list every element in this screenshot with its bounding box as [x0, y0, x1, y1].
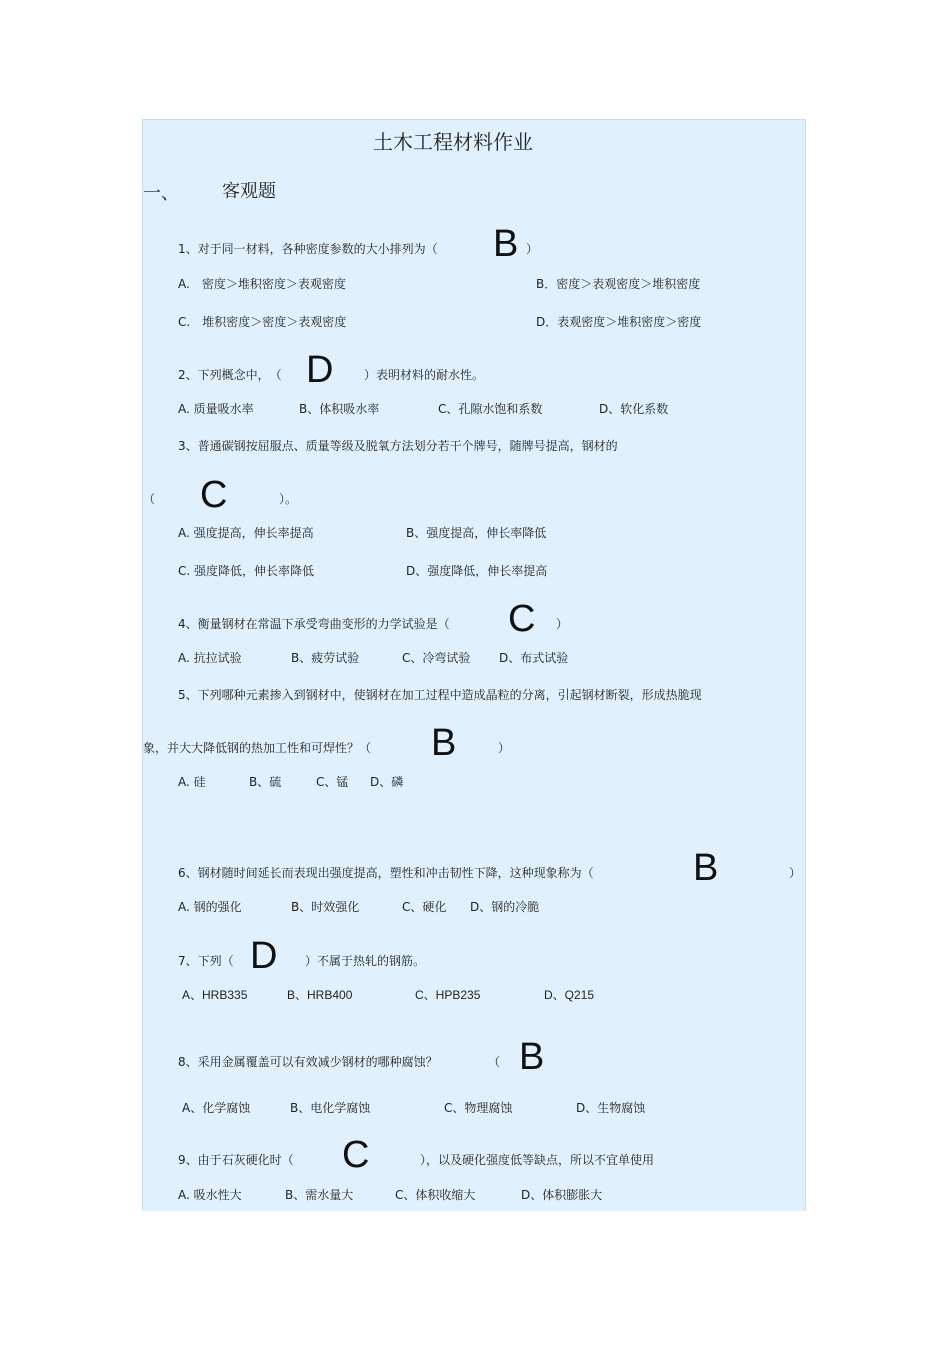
question-4-option-c: C、冷弯试验	[402, 651, 471, 665]
question-1-option-d: D．表观密度＞堆积密度＞密度	[536, 315, 702, 329]
question-5-text: 5、下列哪种元素掺入到钢材中，使钢材在加工过程中造成晶粒的分离，引起钢材断裂，形成热脆现	[178, 688, 702, 702]
question-4-text: 4、衡量钢材在常温下承受弯曲变形的力学试验是（	[178, 617, 450, 631]
question-8-option-c: C、物理腐蚀	[444, 1101, 513, 1115]
question-8-option-d: D、生物腐蚀	[576, 1101, 646, 1115]
question-5-option-b: B、硫	[249, 775, 282, 789]
question-1-option-a: A. 密度＞堆积密度＞表观密度	[178, 277, 346, 291]
question-5-text-continued: 象，并大大降低钢的热加工性和可焊性？（	[143, 741, 372, 755]
question-4-option-d: D、布式试验	[499, 651, 569, 665]
question-8-open: （	[488, 1055, 501, 1069]
question-5-option-c: C、锰	[316, 775, 349, 789]
question-6-option-a: A. 钢的强化	[178, 900, 242, 914]
question-7-option-b: B、HRB400	[287, 988, 353, 1002]
question-7-text: 7、下列（	[178, 954, 234, 968]
question-7-option-c: C、HPB235	[415, 988, 481, 1002]
question-9-option-b: B、需水量大	[285, 1188, 354, 1202]
question-6-option-b: B、时效强化	[291, 900, 360, 914]
question-3-option-b: B、强度提高，伸长率降低	[406, 526, 547, 540]
question-3-answer: C	[200, 474, 228, 516]
question-1-option-b: B．密度＞表观密度＞堆积密度	[536, 277, 701, 291]
question-1-close: ）	[526, 242, 539, 256]
question-5-option-a: A. 硅	[178, 775, 206, 789]
question-8-option-a: A、化学腐蚀	[182, 1101, 251, 1115]
question-5-close: ）	[498, 741, 511, 755]
question-6-answer: B	[693, 847, 719, 889]
question-7-answer: D	[250, 935, 278, 977]
question-4-answer: C	[508, 598, 536, 640]
question-2-answer: D	[306, 349, 334, 391]
document-title: 土木工程材料作业	[373, 130, 533, 154]
question-2-option-b: B、体积吸水率	[299, 402, 380, 416]
question-6-option-d: D、钢的冷脆	[470, 900, 540, 914]
question-3-option-c: C. 强度降低，伸长率降低	[178, 564, 315, 578]
question-4-close: ）	[556, 617, 569, 631]
question-1-answer: B	[493, 223, 519, 265]
section-heading: 客观题	[222, 181, 276, 202]
question-2-option-a: A. 质量吸水率	[178, 402, 254, 416]
question-9-answer: C	[342, 1134, 370, 1176]
question-9-option-a: A. 吸水性大	[178, 1188, 242, 1202]
question-9-option-d: D、体积膨胀大	[521, 1188, 603, 1202]
question-8-answer: B	[519, 1036, 545, 1078]
question-1-option-c: C. 堆积密度＞密度＞表观密度	[178, 315, 347, 329]
question-4-option-b: B、疲劳试验	[291, 651, 360, 665]
question-6-text: 6、钢材随时间延长而表现出强度提高，塑性和冲击韧性下降，这种现象称为（	[178, 866, 594, 880]
question-9-text: 9、由于石灰硬化时（	[178, 1153, 294, 1167]
question-1-text: 1、对于同一材料，各种密度参数的大小排列为（	[178, 242, 438, 256]
question-6-option-c: C、硬化	[402, 900, 447, 914]
question-2-tail: ）表明材料的耐水性。	[364, 368, 485, 382]
question-4-option-a: A. 抗拉试验	[178, 651, 242, 665]
question-8-option-b: B、电化学腐蚀	[290, 1101, 371, 1115]
question-3-text: 3、普通碳钢按屈服点、质量等级及脱氧方法划分若干个牌号，随牌号提高，钢材的	[178, 439, 618, 453]
question-3-option-a: A. 强度提高，伸长率提高	[178, 526, 314, 540]
question-5-answer: B	[431, 722, 457, 764]
question-2-option-d: D、软化系数	[599, 402, 669, 416]
question-3-close: ）。	[279, 492, 298, 506]
question-2-text: 2、下列概念中， （	[178, 368, 282, 382]
question-3-open: （	[143, 492, 156, 506]
question-2-option-c: C、孔隙水饱和系数	[438, 402, 543, 416]
question-6-close: ）	[789, 866, 802, 880]
section-number: 一、	[143, 183, 179, 204]
question-7-option-d: D、Q215	[544, 988, 595, 1002]
question-7-tail: ）不属于热轧的钢筋。	[305, 954, 426, 968]
question-8-text: 8、采用金属覆盖可以有效减少钢材的哪种腐蚀？	[178, 1055, 438, 1069]
question-7-option-a: A、HRB335	[182, 988, 248, 1002]
question-3-option-d: D、强度降低，伸长率提高	[406, 564, 548, 578]
question-9-tail: ），以及硬化强度低等缺点，所以不宜单使用	[420, 1153, 655, 1167]
question-5-option-d: D、磷	[370, 775, 404, 789]
question-9-option-c: C、体积收缩大	[395, 1188, 476, 1202]
